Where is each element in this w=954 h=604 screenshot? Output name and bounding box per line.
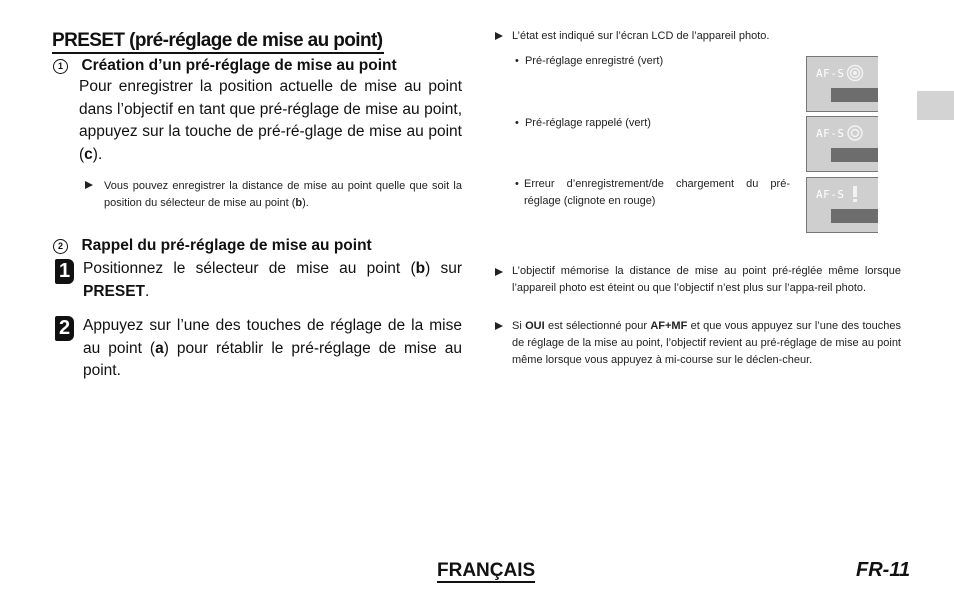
double-ring-icon (845, 63, 865, 83)
note-text: Vous pouvez enregistrer la distance de mise au point quelle que soit la position du sélecteur de mise au point ( (104, 180, 462, 209)
memory-note: L’objectif mémorise la distance de mise au point pré-réglée même lorsque l’appareil photo est éteint ou que l’objectif n’est plus sur l’appa-reil photo. (512, 265, 901, 294)
state-label: Pré-réglage enregistré (vert) (524, 55, 664, 67)
lcd-af-mode: AF-S (816, 188, 845, 201)
lcd-display (806, 177, 878, 233)
note-text: Si (512, 320, 522, 332)
step-1-text (83, 258, 462, 303)
key-b: b (415, 260, 426, 277)
section1-paragraph (79, 76, 462, 166)
step2-text: Appuyez sur l’une des touches de réglage de la mise au point ( (83, 317, 462, 357)
section2-heading-text: Rappel du pré-réglage de mise au point (81, 237, 372, 254)
lcd-af-mode: AF-S (816, 127, 845, 140)
lcd-display (806, 116, 878, 172)
note-bullet-icon (495, 268, 503, 276)
step-1-badge: 1 (55, 259, 74, 284)
step1-text: Positionnez le sélecteur de mise au point ( (83, 260, 416, 277)
state-label: Erreur d’enregistrement/de chargement du pré-réglage (clignote en rouge) (524, 178, 790, 207)
lcd-note: L’état est indiqué sur l’écran LCD de l’appareil photo. (512, 30, 770, 42)
note-text: est sélectionné pour (548, 320, 647, 332)
lcd-bar (831, 88, 878, 102)
ring-icon (845, 123, 865, 143)
step-2-text (83, 315, 462, 383)
section1-heading (53, 57, 397, 75)
footer-language: FRANÇAIS (437, 560, 536, 581)
section-number-badge: 1 (53, 59, 68, 74)
oui-label: OUI (525, 320, 545, 332)
lcd-display (806, 56, 878, 112)
key-c: c (84, 145, 93, 163)
lcd-af-mode: AF-S (816, 67, 845, 80)
key-a: a (155, 339, 164, 357)
section2-heading (53, 237, 372, 255)
af-mf-label: AF+MF (650, 320, 688, 332)
note-bullet-icon (495, 322, 503, 330)
exclamation-icon (845, 184, 865, 204)
state-item: • Erreur d’enregistrement/de chargement du pré-réglage (clignote en rouge) (515, 176, 790, 210)
step2-text-end: ) pour rétablir le pré-réglage de mise au point. (83, 339, 462, 379)
section-number-badge: 2 (53, 239, 68, 254)
note-bullet-icon (495, 32, 503, 40)
state-item: • Pré-réglage rappelé (vert) (515, 117, 651, 129)
section1-note (104, 178, 462, 212)
page-title: PRESET (pré-réglage de mise au point) (52, 30, 384, 54)
step1-text-end: . (145, 282, 150, 300)
af-mf-note (512, 318, 901, 369)
state-item: • Pré-réglage enregistré (vert) (515, 55, 664, 67)
section1-heading-text: Création d’un pré-réglage de mise au point (81, 57, 397, 74)
section1-text-end: ). (92, 145, 103, 163)
section1-text: Pour enregistrer la position actuelle de mise au point dans l’objectif en tant que pré-réglage de mise au point, appuyez sur la touche de pré-ré-glage de mise au point ( (79, 78, 462, 163)
page-number: FR-11 (856, 559, 911, 581)
note-bullet-icon (85, 181, 93, 189)
chapter-tab (917, 91, 954, 120)
step-2-badge: 2 (55, 316, 74, 341)
key-b: b (295, 197, 303, 209)
step1-text-mid: ) sur (425, 260, 463, 277)
lcd-bar (831, 209, 878, 223)
lcd-bar (831, 148, 878, 162)
note-text: et que vous appuyez sur l’une des touches de réglage de la mise au point, l’objectif revient au pré-réglage de mise au point même lorsque vous appuyez à mi-course sur le déclen-cheur. (512, 320, 902, 366)
preset-label: PRESET (83, 282, 146, 300)
note-text-end: ). (302, 197, 309, 209)
state-label: Pré-réglage rappelé (vert) (524, 117, 651, 129)
